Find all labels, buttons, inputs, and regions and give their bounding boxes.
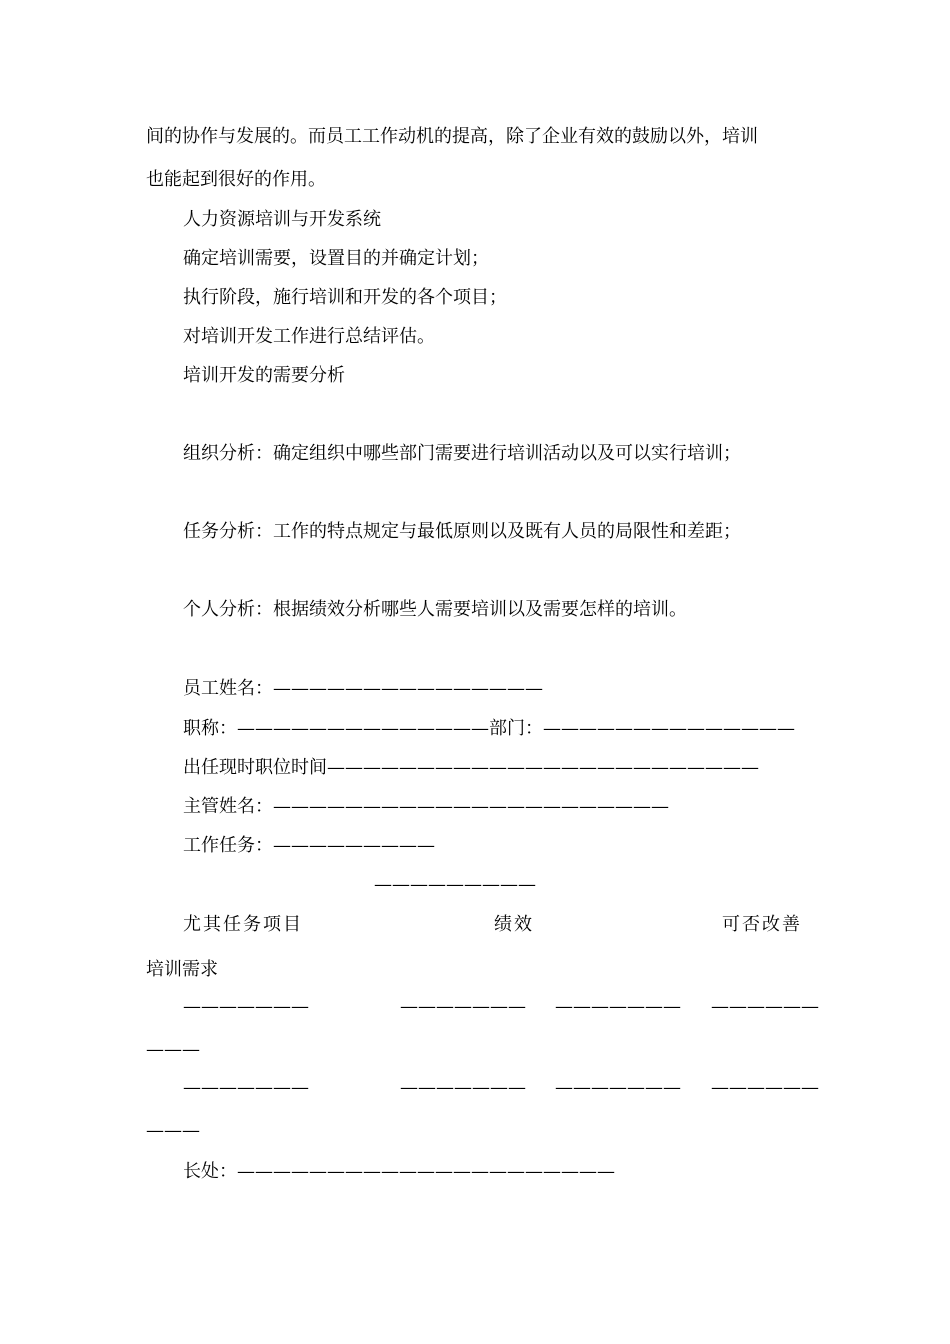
table-cell: —————— (711, 996, 819, 1017)
personal-analysis: 个人分析：根据绩效分析哪些人需要培训以及需要怎样的培训。 (183, 599, 687, 620)
header-training-needs: 培训需求 (146, 959, 218, 980)
table-cell: ——————— (555, 1077, 681, 1098)
system-item: 确定培训需要，设置目的并确定计划； (183, 248, 489, 269)
header-performance: 绩效 (494, 914, 534, 935)
paragraph-line: 也能起到很好的作用。 (146, 169, 326, 190)
system-item: 对培训开发工作进行总结评估。 (183, 326, 435, 347)
strengths-field: 长处：————————————————————— (183, 1161, 615, 1182)
employee-name-field: 员工姓名：——————————————— (183, 678, 543, 699)
supervisor-name-field: 主管姓名：—————————————————————— (183, 796, 669, 817)
table-cell: —————— (711, 1077, 819, 1098)
system-item: 执行阶段，施行培训和开发的各个项目； (183, 287, 507, 308)
title-department-field: 职称：——————————————部门：—————————————— (183, 718, 795, 739)
time-in-position-field: 出任现时职位时间———————————————————————— (183, 757, 759, 778)
organization-analysis: 组织分析：确定组织中哪些部门需要进行培训活动以及可以实行培训； (183, 443, 741, 464)
table-cell-wrap: ——— (146, 1120, 200, 1141)
job-tasks-continuation: ————————— (374, 874, 536, 895)
task-analysis: 任务分析：工作的特点规定与最低原则以及既有人员的局限性和差距； (183, 521, 741, 542)
analysis-heading: 培训开发的需要分析 (183, 365, 345, 386)
header-task-items: 尤其任务项目 (183, 914, 303, 935)
table-cell: ——————— (183, 1077, 309, 1098)
paragraph-line: 间的协作与发展的。而员工工作动机的提高，除了企业有效的鼓励以外，培训 (146, 126, 758, 147)
job-tasks-field: 工作任务：————————— (183, 835, 435, 856)
table-cell: ——————— (400, 1077, 526, 1098)
header-improvable: 可否改善 (722, 914, 802, 935)
table-cell-wrap: ——— (146, 1039, 200, 1060)
table-cell: ——————— (555, 996, 681, 1017)
table-cell: ——————— (183, 996, 309, 1017)
system-heading: 人力资源培训与开发系统 (183, 209, 381, 230)
table-cell: ——————— (400, 996, 526, 1017)
